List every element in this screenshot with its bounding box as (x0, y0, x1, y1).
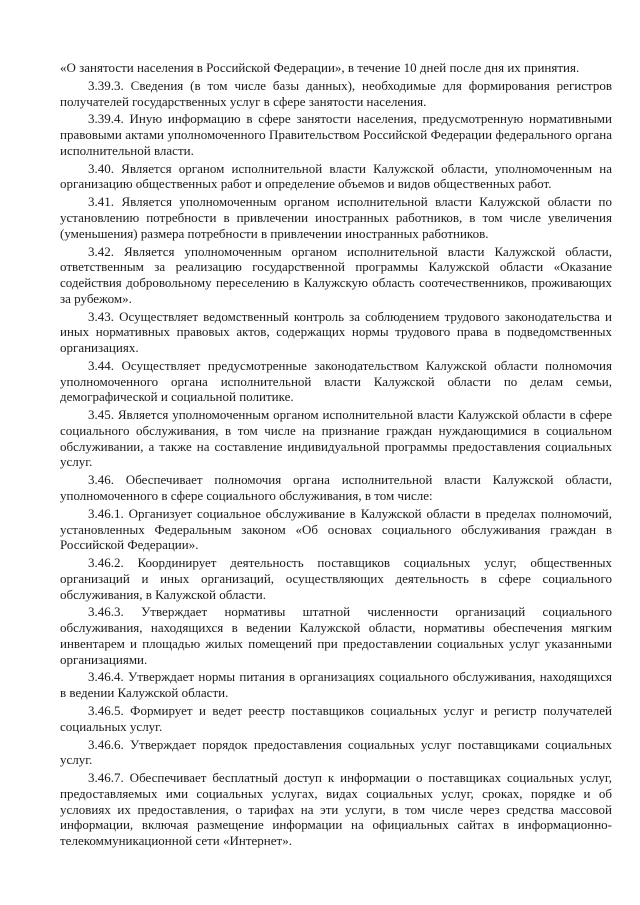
paragraph-3-46: 3.46. Обеспечивает полномочия органа исполнительной власти Калужской области, уполномоченного в сфере социального обслуживания, в том числе: (60, 472, 612, 503)
paragraph-3-40: 3.40. Является органом исполнительной власти Калужской области, уполномоченным на организацию общественных работ и определение объемов и видов общественных работ. (60, 160, 612, 192)
paragraph-continuation: «О занятости населения в Российской Федерации», в течение 10 дней после дня их принятия. (60, 60, 580, 75)
paragraph-3-46-5: 3.46.5. Формирует и ведет реестр поставщиков социальных услуг и регистр получателей социальных услуг. (60, 703, 612, 734)
paragraph-3-42: 3.42. Является уполномоченным органом исполнительной власти Калужской области, ответственным за реализацию государственной программы Калужской области «Оказание содействия добровольному переселению в Калужскую область соотечественников, проживающих за рубежом». (60, 243, 612, 306)
paragraph-3-46-7: 3.46.7. Обеспечивает бесплатный доступ к информации о поставщиках социальных услуг, предоставляемых ими социальных услугах, видах социальных услуг, сроках, порядке и об условиях их предоставления, о тарифах на эти услуги, в том числе через средства массовой информации, включая размещение информации на официальных сайтах в информационно-телекоммуникационной сети «Интернет». (60, 770, 612, 849)
paragraph-3-46-6: 3.46.6. Утверждает порядок предоставления социальных услуг поставщиками социальных услуг. (60, 736, 612, 768)
paragraph-3-46-1: 3.46.1. Организует социальное обслуживание в Калужской области в пределах полномочий, установленных Федеральным законом «Об основах социального обслуживания граждан в Российской Федерации». (60, 505, 612, 553)
document-page (60, 60, 612, 851)
paragraph-3-39-3: 3.39.3. Сведения (в том числе базы данных), необходимые для формирования регистров получателей государственных услуг в сфере занятости населения. (60, 77, 612, 109)
paragraph-3-46-2: 3.46.2. Координирует деятельность поставщиков социальных услуг, общественных организаций и иных организаций, осуществляющих деятельность в сфере социального обслуживания, в Калужской области. (60, 555, 612, 602)
paragraph-3-43: 3.43. Осуществляет ведомственный контроль за соблюдением трудового законодательства и иных нормативных правовых актов, содержащих нормы трудового права в подведомственных организациях. (60, 308, 612, 356)
paragraph-3-39-4: 3.39.4. Иную информацию в сфере занятости населения, предусмотренную нормативными правовыми актами уполномоченного Правительством Российской Федерации федерального органа исполнительной власти. (60, 111, 612, 158)
paragraph-3-41: 3.41. Является уполномоченным органом исполнительной власти Калужской области по установлению потребности в привлечении иностранных работников, в том числе увеличения (уменьшения) размера потребности в привлечении иностранных работников. (60, 194, 612, 241)
paragraph-3-46-3: 3.46.3. Утверждает нормативы штатной численности организаций социального обслуживания, находящихся в ведении Калужской области, нормативы обеспечения мягким инвентарем и площадью жилых помещений при предоставлении социальных услуг указанными организациями. (60, 604, 612, 667)
paragraph-3-44: 3.44. Осуществляет предусмотренные законодательством Калужской области полномочия уполномоченного органа исполнительной власти Калужской области по делам семьи, демографической и социальной политике. (60, 357, 612, 405)
paragraph-3-45: 3.45. Является уполномоченным органом исполнительной власти Калужской области в сфере социального обслуживания, в том числе на признание граждан нуждающимися в социальном обслуживании, а также на составление индивидуальной программы предоставления социальных услуг. (60, 407, 612, 470)
paragraph-3-46-4: 3.46.4. Утверждает нормы питания в организациях социального обслуживания, находящихся в ведении Калужской области. (60, 669, 612, 701)
